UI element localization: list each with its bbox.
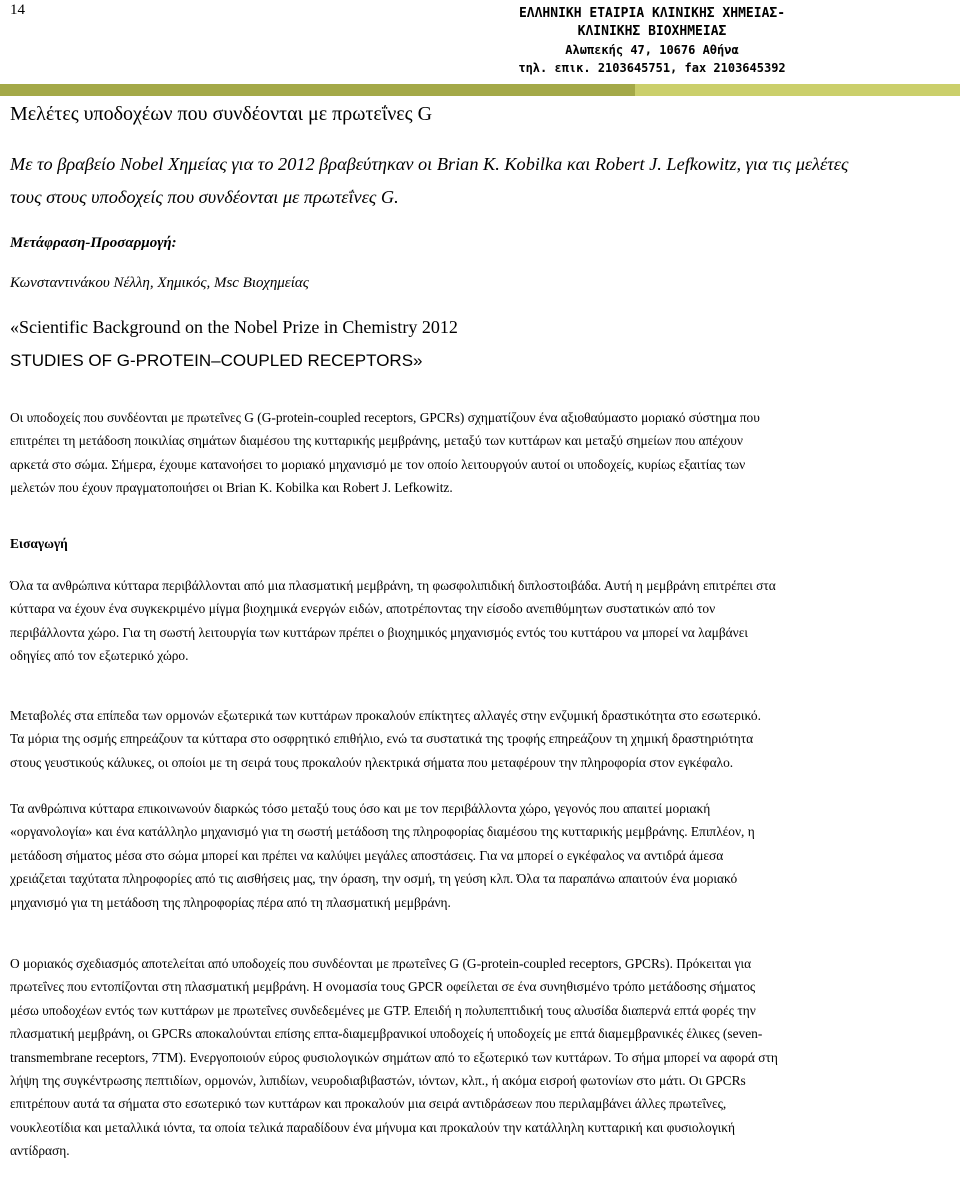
header-bar-right	[635, 84, 960, 96]
society-address: Αλωπεκής 47, 10676 Αθήνα	[565, 43, 739, 57]
text-line: μέσω υποδοχέων εντός των κυττάρων με πρωτεΐνες συνδεδεμένες με GTP. Επειδή η πολυπεπτιδική τους αλυσίδα διαπερνά επτά φορές την	[10, 1002, 756, 1018]
award-statement	[10, 148, 954, 214]
text-line: Τα ανθρώπινα κύτταρα επικοινωνούν διαρκώς τόσο μεταξύ τους όσο και με τον περιβάλλοντα χώρο, γεγονός που απαιτεί μοριακή	[10, 801, 711, 816]
intro-paragraph-3	[10, 797, 954, 914]
header-bar-left	[0, 84, 635, 96]
article-title: Μελέτες υποδοχέων που συνδέονται με πρωτεΐνες G	[10, 103, 433, 125]
text-line: transmembrane receptors, 7TM). Ενεργοποιούν εύρος φυσιολογικών σημάτων από το εξωτερικό των κυττάρων. Το σήμα μπορεί να αφορά στη	[10, 1049, 778, 1065]
intro-paragraph-2	[10, 704, 954, 774]
text-line: επιτρέπουν αυτά τα σήματα στο εσωτερικό των κυττάρων και προκαλούν μια σειρά αντιδράσεων που περιλαμβάνει άλλες πρωτεΐνες,	[10, 1096, 727, 1112]
text-line: κύτταρα να έχουν ένα συγκεκριμένο μίγμα βιοχημικά ενεργών ειδών, αποτρέποντας την είσοδο ανεπιθύμητων συστατικών από τον	[10, 601, 716, 617]
translator-credit: Κωνσταντινάκου Νέλλη, Χημικός, Msc Βιοχημείας	[10, 275, 309, 291]
text-line: περιβάλλοντα χώρο. Για τη σωστή λειτουργία των κυττάρων πρέπει ο βιοχημικός μηχανισμός εντός του κυττάρου να μπορεί να λαμβάνει	[10, 624, 748, 640]
text-line: Ο μοριακός σχεδιασμός αποτελείται από υποδοχείς που συνδέονται με πρωτεΐνες G (G-protein-coupled receptors, GPCRs). Πρόκειται για	[10, 956, 752, 971]
text-line: νουκλεοτίδια και μεταλλικά ιόντα, τα οποία τελικά παραδίδουν ένα μήνυμα και προκαλούν την κατάλληλη κυτταρική και φυσιολογική	[10, 1119, 736, 1135]
society-name-line1: ΕΛΛΗΝΙΚΗ ΕΤΑΙΡΙΑ ΚΛΙΝΙΚΗΣ ΧΗΜΕΙΑΣ-	[518, 6, 786, 21]
award-line: Με το βραβείο Nobel Χημείας για το 2012 βραβεύτηκαν οι Brian K. Kobilka και Robert J. Lefkowitz, για τις μελέτες	[10, 154, 849, 174]
text-line: στους γευστικούς κάλυκες, οι οποίοι με τη σειρά τους προκαλούν ηλεκτρικά σήματα που μεταφέρουν την πληροφορία στον εγκέφαλο.	[10, 754, 734, 770]
text-line: Μεταβολές στα επίπεδα των ορμονών εξωτερικά των κυττάρων προκαλούν επίκτητες αλλαγές στην ενζυμική δραστικότητα στο εσωτερικό.	[10, 708, 761, 723]
text-line: Τα μόρια της οσμής επηρεάζουν τα κύτταρα στο οσφρητικό επιθήλιο, ενώ τα συστατικά της τροφής επηρεάζουν τη χημική δραστηριότητα	[10, 731, 754, 747]
translation-label: Μετάφραση-Προσαρμογή:	[10, 235, 177, 251]
section-heading: Εισαγωγή	[10, 536, 68, 551]
text-line: Οι υποδοχείς που συνδέονται με πρωτεΐνες G (G-protein-coupled receptors, GPCRs) σχηματίζουν ένα αξιοθαύμαστο μοριακό σύστημα που	[10, 410, 760, 425]
header-bar	[0, 84, 960, 96]
text-line: μελετών που έχουν πραγματοποιήσει οι Brian K. Kobilka και Robert J. Lefkowitz.	[10, 480, 453, 496]
intro-paragraph-4	[10, 952, 954, 1163]
page-number: 14	[10, 2, 25, 18]
society-name-line2: ΚΛΙΝΙΚΗΣ ΒΙΟΧΗΜΕΙΑΣ	[577, 24, 727, 39]
society-header	[482, 5, 822, 77]
text-line: πρωτεΐνες που εντοπίζονται στη πλασματική μεμβράνη. Η ονομασία τους GPCR οφείλεται σε ένα συνηθισμένο τρόπο μετάδοσης σήματος	[10, 979, 756, 995]
text-line: μηχανισμό για τη μετάδοση της πληροφορίας πέρα από τη πλασματική μεμβράνη.	[10, 894, 451, 910]
source-subtitle: STUDIES OF G-PROTEIN–COUPLED RECEPTORS»	[10, 351, 423, 370]
text-line: λήψη της συγκέντρωσης πεπτιδίων, ορμονών, λιπιδίων, νευροδιαβιβαστών, ιόντων, κλπ., ή ακόμα εισροή φωτονίων στο μάτι. Οι GPCRs	[10, 1073, 746, 1089]
award-line: τους στους υποδοχείς που συνδέονται με πρωτεΐνες G.	[10, 187, 399, 207]
source-title: «Scientific Background on the Nobel Prize in Chemistry 2012	[10, 317, 458, 337]
text-line: πλασματική μεμβράνη, οι GPCRs αποκαλούνται επίσης επτα-διαμεμβρανικοί υποδοχείς ή υποδοχείς με επτά διαμεμβρανικές έλικες (seven-	[10, 1026, 763, 1042]
abstract-paragraph	[10, 406, 954, 500]
intro-paragraph-1	[10, 574, 954, 668]
text-line: οδηγίες από τον εξωτερικό χώρο.	[10, 648, 189, 664]
text-line: χρειάζεται ταχύτατα πληροφορίες από τις αισθήσεις μας, την όραση, την οσμή, τη γεύση κλπ. Όλα τα παραπάνω απαιτούν ένα μοριακό	[10, 871, 738, 887]
text-line: αντίδραση.	[10, 1143, 70, 1159]
society-contact: τηλ. επικ. 2103645751, fax 2103645392	[518, 61, 786, 75]
text-line: επιτρέπει τη μετάδοση ποικιλίας σημάτων διαμέσου της κυτταρικής μεμβράνης, μεταξύ των κυττάρων και μεταξύ σημείων που απέχουν	[10, 433, 743, 449]
text-line: «οργανολογία» και ένα κατάλληλο μηχανισμό για τη σωστή μετάδοση της πληροφορίας διαμέσου της κυτταρικής μεμβράνης. Επιπλέον, η	[10, 824, 755, 840]
text-line: Όλα τα ανθρώπινα κύτταρα περιβάλλονται από μια πλασματική μεμβράνη, τη φωσφολιπιδική διπλοστοιβάδα. Αυτή η μεμβράνη επιτρέπει στα	[10, 578, 776, 593]
text-line: μετάδοση σήματος μέσα στο σώμα μπορεί και πρέπει να καλύψει μεγάλες αποστάσεις. Για να μπορεί ο εγκέφαλος να αντιδρά άμεσα	[10, 847, 724, 863]
text-line: αρκετά στο σώμα. Σήμερα, έχουμε κατανοήσει το μοριακό μηχανισμό με τον οποίο λειτουργούν αυτοί οι υποδοχείς, κυρίως εξαιτίας των	[10, 456, 746, 472]
